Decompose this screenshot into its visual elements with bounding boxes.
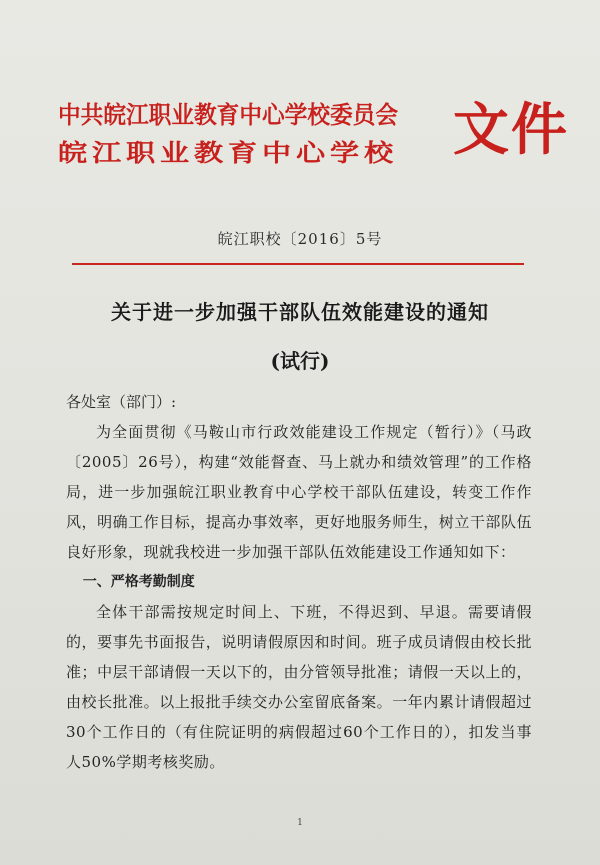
- notice-body: [66, 387, 532, 777]
- section-1-heading: 一、严格考勤制度: [82, 574, 195, 590]
- issuing-organization-school: 皖江职业教育中心学校: [58, 138, 398, 167]
- document-header: [58, 95, 569, 175]
- notice-title: 关于进一步加强干部队伍效能建设的通知: [111, 300, 489, 324]
- issuing-organization-party-committee: 中共皖江职业教育中心学校委员会: [58, 100, 398, 129]
- salutation: 各处室（部门）:: [66, 393, 177, 411]
- red-divider-line: [72, 263, 524, 265]
- document-type-label: 文件: [453, 97, 569, 163]
- section-1-paragraph: 全体干部需按规定时间上、下班，不得迟到、早退。需要请假的，要事先书面报告，说明请假原因和时间。班子成员请假由校长批准；中层干部请假一天以下的，由分管领导批准；请假一天以上的，由校长批准。以上报批手续交办公室留底备案。一年内累计请假超过30个工作日的（有住院证明的病假超过60个工作日的），扣发当事人50%学期考核奖励。: [66, 603, 532, 771]
- page-number: 1: [297, 818, 303, 828]
- document-number: 皖江职校〔2016〕5号: [217, 230, 383, 248]
- intro-paragraph: 为全面贯彻《马鞍山市行政效能建设工作规定（暂行）》（马政〔2005〕26号），构建“效能督查、马上就办和绩效管理”的工作格局，进一步加强皖江职业教育中心学校干部队伍建设，转变工作作风，明确工作目标，提高办事效率，更好地服务师生，树立干部队伍良好形象，现就我校进一步加强干部队伍效能建设工作通知如下：: [66, 423, 532, 561]
- notice-subtitle: (试行): [270, 349, 330, 373]
